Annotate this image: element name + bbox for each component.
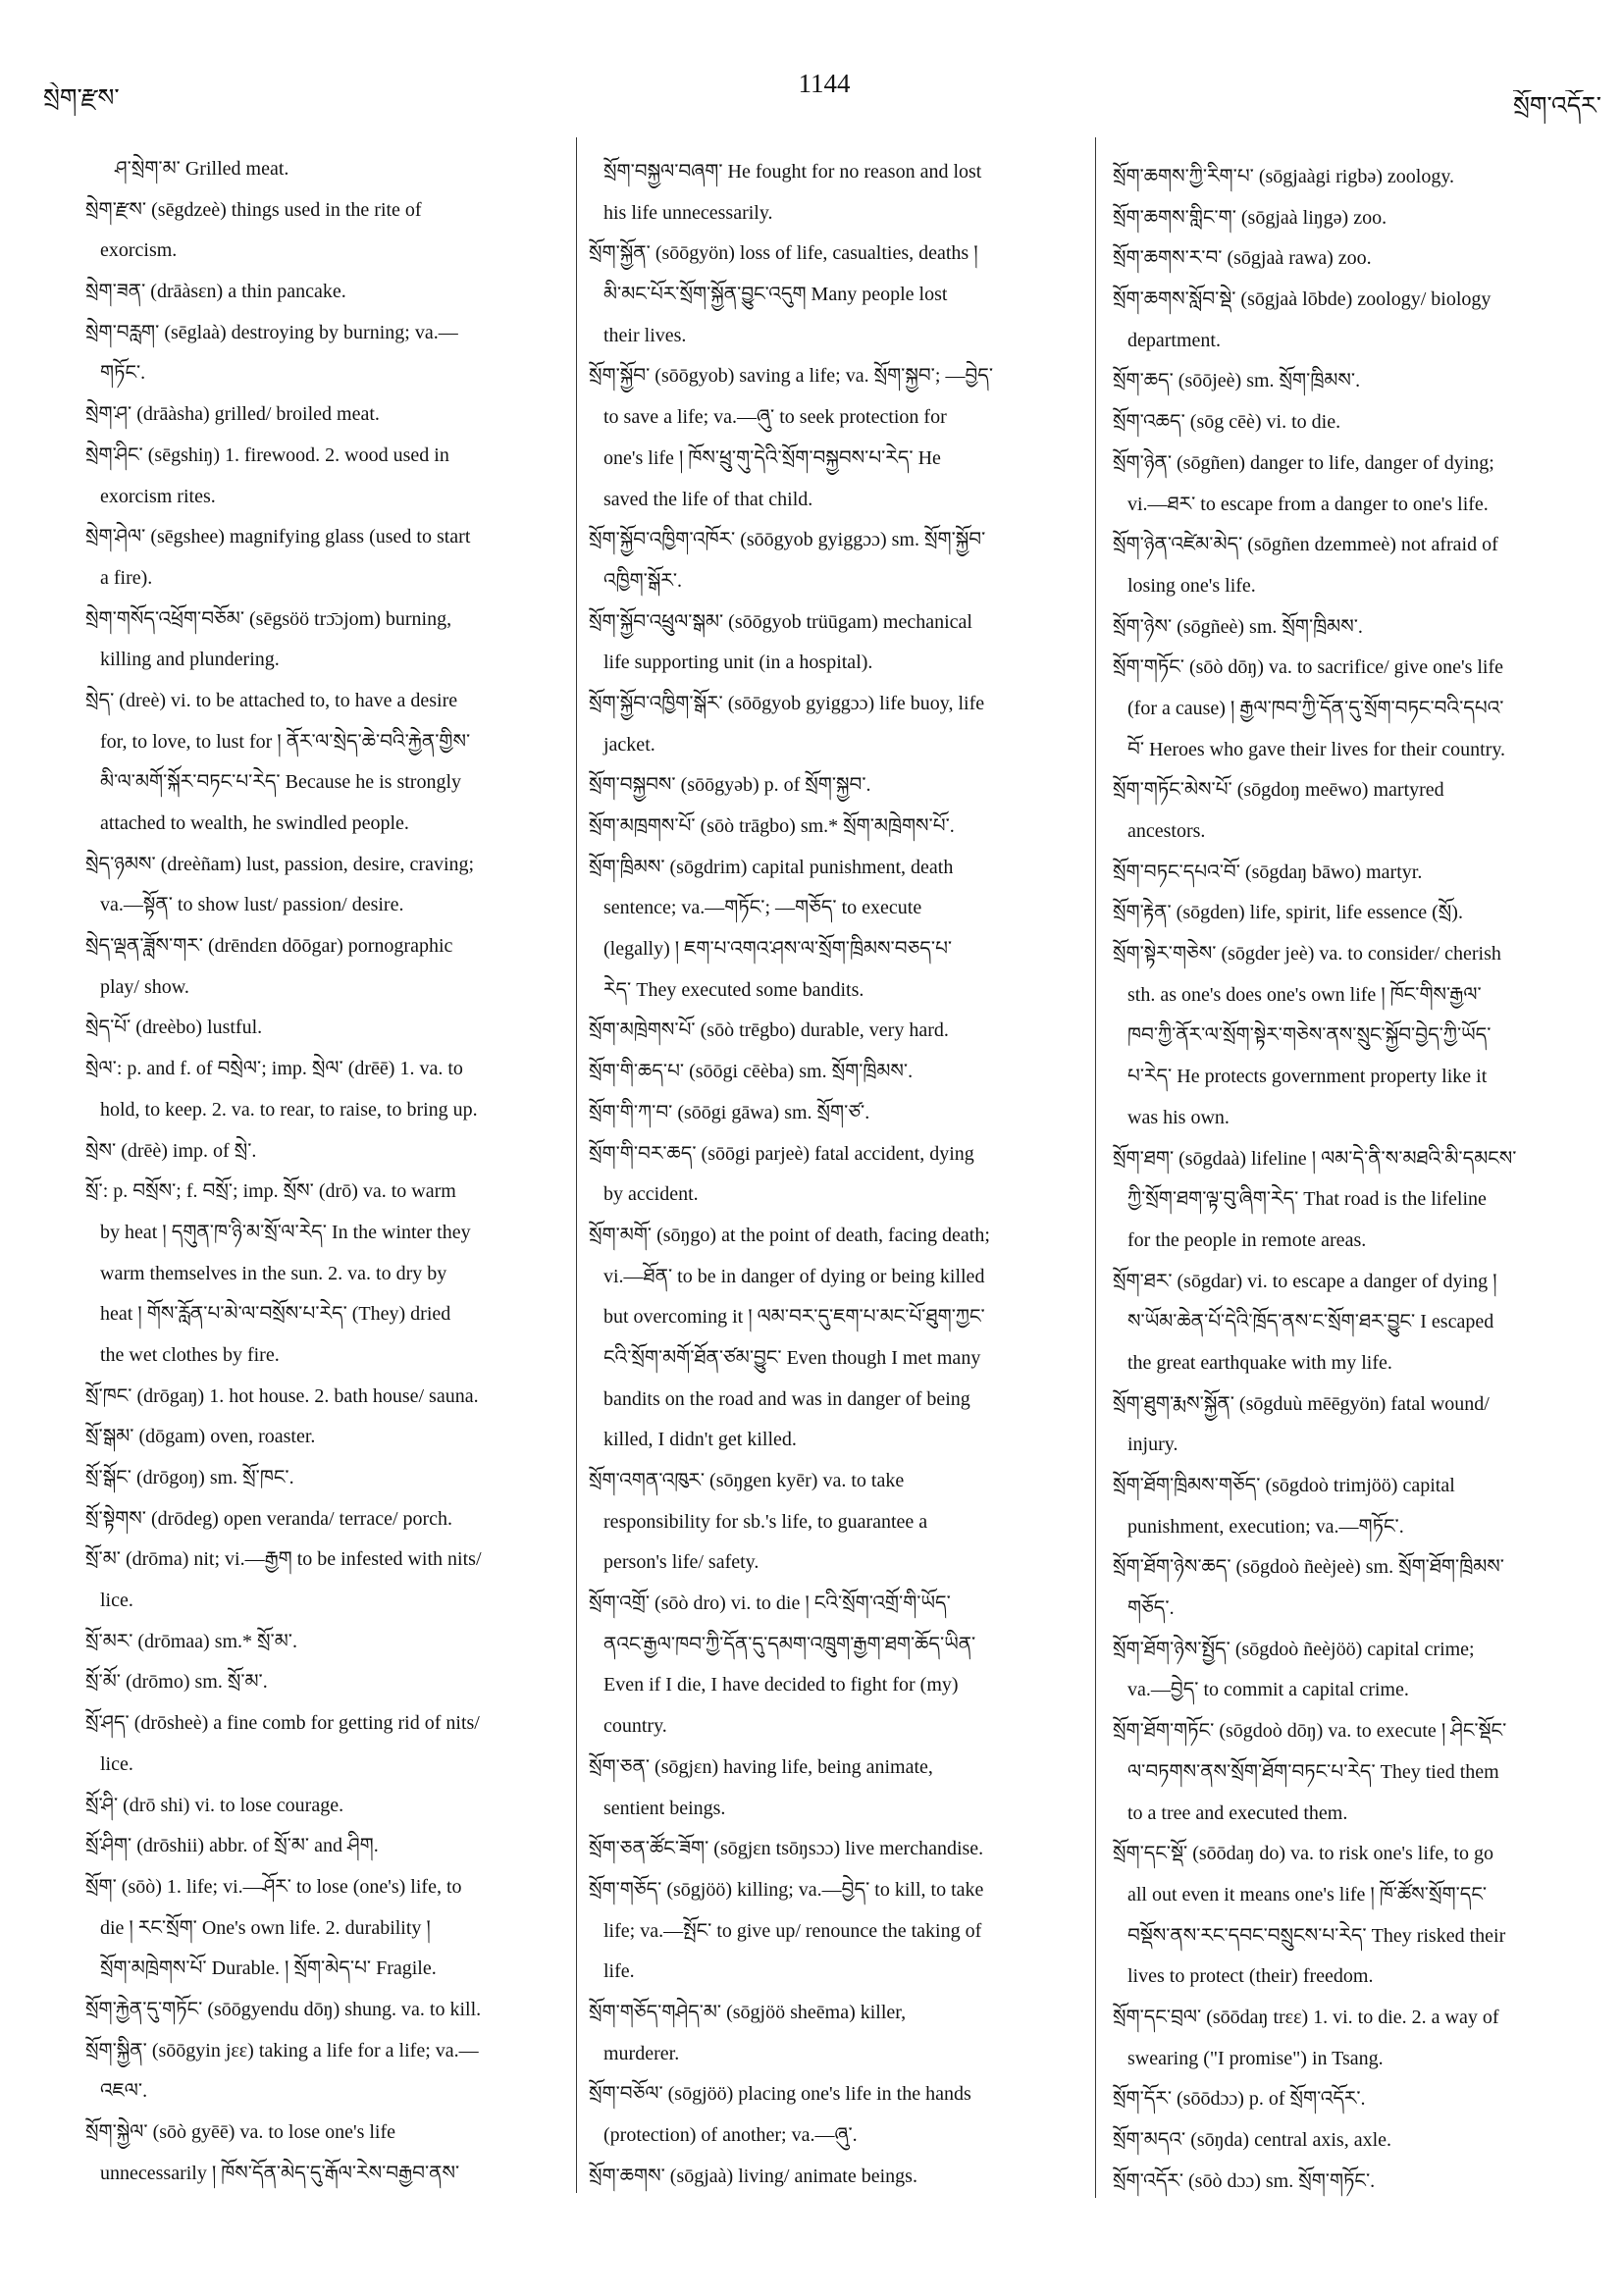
entry-continuation-line: ས་ཡོམ་ཆེན་པོ་དེའི་ཁྲོད་ནས་ང་སྲོག་ཐར་བྱུང་ I escaped [1127, 1311, 1494, 1333]
entry-continuation-line: lice. [100, 1590, 133, 1612]
entry-continuation-line: ཀྱི་སྲོག་ཐག་ལྟ་བུ་ཞིག་རེད་ That road is the lifeline [1127, 1188, 1487, 1211]
entry-headword-line: སྲེག་བརླག་ (sēglaà) destroying by burning; va.— [85, 321, 458, 343]
entry-headword-line: སྲོ་མ་ (drōma) nit; vi.—རྒྱག to be infested with nits/ [85, 1548, 482, 1571]
entry-headword-line: སྲོག་ཆགས་གླིང་ག་ (sōgjaà liŋgə) zoo. [1113, 206, 1387, 229]
entry-continuation-line: འཇལ་. [100, 2080, 148, 2103]
entry-headword-line: སྲེད་པོ་ (dreèbo) lustful. [85, 1017, 263, 1039]
entry-continuation-line: vi.—ཐར་ to escape from a danger to one's life. [1127, 493, 1489, 515]
entry-continuation-line: སྲོག་མཁྲེགས་པོ་ Durable. ། སྲོག་མེད་པ་ Fragile. [100, 1957, 437, 1980]
entry-continuation-line: མི་མང་པོར་སྲོག་སྐྱོན་བྱུང་འདུག Many people lost [603, 284, 948, 306]
entry-continuation-line: killed, I didn't get killed. [603, 1429, 797, 1451]
entry-headword-line: སྲེད་ཉམས་ (dreèñam) lust, passion, desire, craving; [85, 853, 475, 875]
entry-headword-line: སྲོག་སྐྱིན་ (sōōgyin jɛɛ) taking a life for a life; va.— [85, 2039, 479, 2061]
entry-continuation-line: unnecessarily ། ཁོས་དོན་མེད་དུ་རྒོལ་རེས་བརྒྱབ་ནས་ [100, 2162, 460, 2184]
entry-headword-line: སྲོག་ཐོག་ཉེས་སྤྱོད་ (sōgdoò ñeèjöö) capital crime; [1113, 1638, 1475, 1660]
entry-continuation-line: བོ་ Heroes who gave their lives for their country. [1127, 738, 1506, 760]
entry-headword-line: སྲོག་གཅོད་གཤེད་མ་ (sōgjöö sheēma) killer, [589, 2001, 907, 2023]
entry-headword-line: སྲོག་རྐྱེན་དུ་གཏོང་ (sōōgyendu dōŋ) shung. va. to kill. [85, 1998, 482, 2020]
entry-headword-line: སྲོག་ཁྲིམས་ (sōgdrim) capital punishment, death [589, 856, 954, 878]
entry-continuation-line: life; va.—སྤོང་ to give up/ renounce the taking of [603, 1919, 982, 1942]
entry-headword-line: སྲོག་མཁྲེགས་པོ་ (sōò trēgbo) durable, very hard. [589, 1019, 949, 1042]
entry-headword-line: སྲོག་འཆད་ (sōg cēè) vi. to die. [1113, 411, 1341, 434]
entry-headword-line: སྲོག་ཆགས་ཀྱི་རིག་པ་ (sōgjaàgi rigbə) zoology. [1113, 166, 1455, 187]
entry-continuation-line: sentient beings. [603, 1797, 726, 1819]
entry-continuation-line: life supporting unit (in a hospital). [603, 652, 873, 674]
entry-headword-line: སྲོག་གཅོད་ (sōgjöö) killing; va.—བྱེད་ to kill, to take [589, 1878, 984, 1901]
entry-headword-line: སྲོག་ཅན་ཚོང་ཟོག་ (sōgjɛn tsōŋsɔɔ) live merchandise. [589, 1838, 984, 1860]
entry-continuation-line: to save a life; va.—ཞུ་ to seek protection for [603, 406, 947, 429]
entry-headword-line: སྲོག་འགན་འཁུར་ (sōŋgen kyēr) va. to take [589, 1470, 905, 1491]
entry-headword-line: སྲོག་དོར་ (sōōdɔɔ) p. of སྲོག་འདོར་. [1113, 2088, 1366, 2111]
entry-continuation-line: warm themselves in the sun. 2. va. to dry by [100, 1262, 447, 1284]
entry-continuation-line: ནའང་རྒྱལ་ཁབ་ཀྱི་དོན་དུ་དམག་འཁྲུག་རྒྱག་ཐག་ཆོད་ཡིན་ [603, 1633, 976, 1655]
entry-continuation-line: ལ་བཏགས་ནས་སྲོག་ཐོག་བཏང་པ་རེད་ They tied them [1127, 1760, 1499, 1783]
entry-headword-line: སྲོ་སྟེགས་ (drōdeg) open veranda/ terrace/ porch. [85, 1507, 453, 1530]
entry-headword-line: སྲོག་ཐག་ (sōgdaà) lifeline ། ལམ་དེ་ནི་ས་མཐའི་མི་དམངས་ [1113, 1147, 1517, 1170]
entry-continuation-line: country. [603, 1715, 667, 1738]
entry-headword-line: སྲེད་ (dreè) vi. to be attached to, to have a desire [85, 689, 458, 711]
column-middle [589, 152, 1084, 2213]
column-right [1113, 157, 1603, 2218]
entry-continuation-line: གཅོད་. [1127, 1597, 1175, 1620]
running-head-left: སྲེག་རྫས་ [43, 85, 120, 112]
entry-headword-line: སྲོ་ཤི་ (drō shi) vi. to lose courage. [85, 1794, 344, 1816]
entry-headword-line: སྲོག་དང་བྲལ་ (sōōdaŋ trɛɛ) 1. vi. to die. 2. a way of [1113, 2006, 1499, 2028]
entry-headword-line: སྲོ་: p. བསྲོས་; f. བསྲོ་; imp. སྲོས་ (drō) va. to warm [85, 1180, 456, 1203]
entry-continuation-line: ancestors. [1127, 820, 1206, 842]
entry-headword-line: སྲོག་ཆད་ (sōōjeè) sm. སྲོག་ཁྲིམས་. [1113, 370, 1361, 392]
entry-continuation-line: sentence; va.—གཏོང་; —གཅོད་ to execute [603, 897, 922, 919]
entry-continuation-line: (for a cause) ། རྒྱལ་ཁབ་ཀྱི་དོན་དུ་སྲོག་བཏང་བའི་དཔའ་ [1127, 697, 1504, 719]
entry-headword-line: སྲོག་མགོ་ (sōŋgo) at the point of death, facing death; [589, 1224, 990, 1246]
entry-continuation-line: his life unnecessarily. [603, 201, 773, 224]
entry-headword-line: སྲེག་གསོད་འཕྲོག་བཅོམ་ (sēgsöö trɔ̄ɔjom) burning, [85, 607, 452, 630]
entry-headword-line: སྲེད་ལྡན་ཟློས་གར་ (drēndɛn dōōgar) pornographic [85, 935, 453, 958]
entry-headword-line: སྲོག་སྐྱོབ་འཁྱིག་སྒོར་ (sōōgyob gyiggɔɔ) life buoy, life [589, 692, 985, 714]
entry-continuation-line: va.—སྟོན་ to show lust/ passion/ desire. [100, 894, 404, 916]
entry-continuation-line: the great earthquake with my life. [1127, 1351, 1392, 1374]
entry-headword-line: སྲོག་ཐོག་ཁྲིམས་གཅོད་ (sōgdoò trimjöö) capital [1113, 1475, 1455, 1496]
entry-continuation-line: all out even it means one's life ། ཁོ་ཚོས་སྲོག་དང་ [1127, 1883, 1488, 1905]
entry-continuation-line: ངའི་སྲོག་མགོ་ཐོན་ཙམ་བྱུང་ Even though I met many [603, 1346, 981, 1369]
entry-continuation-line: bandits on the road and was in danger of being [603, 1387, 970, 1410]
entry-headword-line: སྲོག་གཏོང་ (sōò dōŋ) va. to sacrifice/ give one's life [1113, 656, 1504, 679]
entry-continuation-line: exorcism. [100, 239, 178, 262]
entry-headword-line: སྲོག་གཏོང་མེས་པོ་ (sōgdoŋ meēwo) martyred [1113, 779, 1444, 802]
entry-continuation-line: losing one's life. [1127, 574, 1256, 597]
entry-headword-line: སྲོག་བསྐྱབས་ (sōōgyəb) p. of སྲོག་སྐྱབ་. [589, 774, 871, 797]
entry-headword-line: སྲོག་ཆགས་ར་བ་ (sōgjaà rawa) zoo. [1113, 247, 1372, 270]
entry-headword-line: སྲོག་སྐྱོན་ (sōōgyön) loss of life, casualties, deaths ། [589, 242, 978, 265]
entry-continuation-line: for, to love, to lust for ། ནོར་ལ་སྲེད་ཆེ་བའི་རྐྱེན་གྱིས་ [100, 730, 471, 753]
entry-headword-line: སྲོག་ཉེན་ (sōgñen) danger to life, danger of dying; [1113, 451, 1494, 474]
entry-continuation-line: murderer. [603, 2042, 680, 2064]
entry-headword-line: སྲོ་སྒམ་ (dōgam) oven, roaster. [85, 1426, 316, 1448]
entry-continuation-line: killing and plundering. [100, 649, 280, 671]
entry-continuation-line: one's life ། ཁོས་ཕྲུ་གུ་དེའི་སྲོག་བསྐྱབས་པ་རེད་ He [603, 446, 941, 469]
running-head-right: སྲོག་འདོར་ [1512, 93, 1601, 120]
entry-headword-line: སྲོག་མདའ་ (sōŋda) central axis, axle. [1113, 2129, 1392, 2151]
entry-headword-line: སྲོག་ (sōò) 1. life; vi.—ཤོར་ to lose (one's) life, to [85, 1875, 462, 1898]
entry-continuation-line: injury. [1127, 1434, 1178, 1456]
entry-continuation-line: life. [603, 1960, 635, 1983]
entry-continuation-line: swearing ("I promise") in Tsang. [1127, 2047, 1384, 2069]
entry-headword-line: སྲོག་ཉེས་ (sōgñeè) sm. སྲོག་ཁྲིམས་. [1113, 615, 1363, 638]
entry-headword-line: སྲོག་འགྲོ་ (sōò dro) vi. to die ། ངའི་སྲོག་འགྲོ་གི་ཡོད་ [589, 1592, 951, 1615]
entry-continuation-line: འཁྱིག་སྒོར་. [603, 569, 683, 592]
entry-continuation-line: person's life/ safety. [603, 1551, 759, 1574]
column-left [85, 149, 571, 2210]
entry-continuation-line: lice. [100, 1752, 133, 1775]
column-divider-left [576, 137, 577, 2193]
entry-continuation-line: for the people in remote areas. [1127, 1228, 1367, 1251]
entry-headword-line: སྲོག་སྐྱེལ་ (sōò gyēē) va. to lose one's life [85, 2121, 396, 2143]
entry-headword-line: སྲོག་ཉེན་འཛེམ་མེད་ (sōgñen dzemmeè) not afraid of [1113, 534, 1498, 556]
entry-headword-line: སྲོག་ཅན་ (sōgjɛn) having life, being animate, [589, 1755, 933, 1778]
entry-continuation-line: ཤ་སྲེག་མ་ Grilled meat. [115, 158, 289, 180]
entry-headword-line: སྲོག་མཁྲགས་པོ་ (sōò trāgbo) sm.* སྲོག་མཁྲེགས་པོ་. [589, 815, 955, 837]
entry-headword-line: སྲོག་ཆགས་སློབ་སྡེ་ (sōgjaà lōbde) zoology/ biology [1113, 288, 1492, 311]
entry-continuation-line: die ། རང་སྲོག་ One's own life. 2. durability ། [100, 1916, 431, 1939]
entry-headword-line: སྲེག་ཤིང་ (sēgshiŋ) 1. firewood. 2. wood used in [85, 444, 449, 466]
entry-headword-line: སྲོག་གི་བར་ཆད་ (sōōgi parjeè) fatal accident, dying [589, 1142, 974, 1165]
entry-continuation-line: hold, to keep. 2. va. to rear, to raise, to bring up. [100, 1098, 478, 1121]
entry-continuation-line: attached to wealth, he swindled people. [100, 812, 409, 834]
entry-continuation-line: heat ། གོས་རློན་པ་མེ་ལ་བསྲོས་པ་རེད་ (They) dried [100, 1303, 451, 1326]
entry-continuation-line: va.—བྱེད་ to commit a capital crime. [1127, 1679, 1409, 1701]
entry-continuation-line: punishment, execution; va.—གཏོང་. [1127, 1515, 1404, 1538]
entry-headword-line: སྲོ་མར་ (drōmaa) sm.* སྲོ་མ་. [85, 1630, 297, 1652]
entry-headword-line: སྲེག་ཤེལ་ (sēgshee) magnifying glass (used to start [85, 526, 471, 548]
column-divider-right [1095, 137, 1096, 2198]
entry-headword-line: སྲོ་མོ་ (drōmo) sm. སྲོ་མ་. [85, 1671, 268, 1694]
entry-continuation-line: a fire). [100, 566, 153, 589]
entry-headword-line: སྲོག་བཏང་དཔའ་བོ་ (sōgdaŋ bāwo) martyr. [1113, 861, 1423, 883]
page-number: 1144 [798, 69, 851, 98]
entry-continuation-line: by heat ། དགུན་ཁ་ཉི་མ་སྲོ་ལ་རེད་ In the winter they [100, 1221, 471, 1243]
entry-headword-line: སྲེག་ཟན་ (drāàsɛn) a thin pancake. [85, 281, 346, 303]
entry-headword-line: སྲེག་ཤ་ (drāàsha) grilled/ broiled meat. [85, 403, 380, 426]
entry-continuation-line: but overcoming it ། ལམ་བར་དུ་ཇག་པ་མང་པོ་ཐུག་ཀྱང་ [603, 1306, 985, 1329]
entry-continuation-line: vi.—ཐོན་ to be in danger of dying or being killed [603, 1265, 985, 1287]
entry-continuation-line: exorcism rites. [100, 485, 216, 507]
entry-headword-line: སྲེག་རྫས་ (sēgdzeè) things used in the rite of [85, 198, 422, 221]
entry-continuation-line: ཁབ་ཀྱི་ནོར་ལ་སྲོག་སྟེར་གཅེས་ནས་སྲུང་སྐྱོབ་བྱེད་ཀྱི་ཡོད་ [1127, 1024, 1492, 1047]
entry-headword-line: སྲོ་ཤད་ (drōsheè) a fine comb for getting rid of nits/ [85, 1712, 480, 1735]
entry-headword-line: སྲོག་བཅོལ་ (sōgjöö) placing one's life in the hands [589, 2083, 971, 2106]
entry-headword-line: སྲོག་སྐྱོབ་ (sōōgyob) saving a life; va. སྲོག་སྐྱབ་; —བྱེད་ [589, 365, 994, 388]
entry-headword-line: སྲོ་ཤིག་ (drōshii) abbr. of སྲོ་མ་ and ཤིག. [85, 1835, 379, 1857]
entry-continuation-line: lives to protect (their) freedom. [1127, 1965, 1374, 1988]
entry-continuation-line: བསྡོས་ནས་རང་དབང་བསྲུངས་པ་རེད་ They risked their [1127, 1924, 1506, 1947]
entry-headword-line: སྲོ་ཁང་ (drōgaŋ) 1. hot house. 2. bath house/ sauna. [85, 1384, 479, 1407]
entry-headword-line: སྲེལ་: p. and f. of བསྲེལ་; imp. སྲེལ་ (drēē) 1. va. to [85, 1058, 463, 1080]
entry-continuation-line: རེད་ They executed some bandits. [603, 978, 864, 1001]
entry-continuation-line: སྲོག་བསྐྱལ་བཞག་ He fought for no reason and lost [603, 161, 982, 183]
entry-continuation-line: Even if I die, I have decided to fight for (my) [603, 1674, 959, 1696]
entry-headword-line: སྲོག་འདོར་ (sōò dɔɔ) sm. སྲོག་གཏོང་. [1113, 2169, 1376, 2192]
entry-headword-line: སྲོག་ཐུག་རྨས་སྐྱོན་ (sōgduù mēēgyön) fatal wound/ [1113, 1392, 1490, 1415]
entry-continuation-line: to a tree and executed them. [1127, 1801, 1348, 1824]
entry-headword-line: སྲོ་སྒོང་ (drōgoŋ) sm. སྲོ་ཁང་. [85, 1467, 294, 1488]
entry-continuation-line: (legally) ། ཇག་པ་འགའ་ཤས་ལ་སྲོག་ཁྲིམས་བཅད་པ་ [603, 938, 953, 961]
entry-continuation-line: was his own. [1127, 1106, 1230, 1128]
entry-continuation-line: (protection) of another; va.—ཞུ་. [603, 2124, 858, 2146]
entry-headword-line: སྲོག་ཐར་ (sōgdar) vi. to escape a danger of dying ། [1113, 1270, 1497, 1292]
entry-continuation-line: པ་རེད་ He protects government property like it [1127, 1066, 1488, 1088]
entry-headword-line: སྲེས་ (drēè) imp. of སྲེ་. [85, 1139, 257, 1162]
entry-continuation-line: by accident. [603, 1183, 699, 1206]
entry-continuation-line: sth. as one's does one's own life ། ཁོང་གིས་རྒྱལ་ [1127, 983, 1482, 1006]
entry-continuation-line: responsibility for sb.'s life, to guarantee a [603, 1510, 928, 1533]
entry-continuation-line: saved the life of that child. [603, 488, 813, 510]
entry-continuation-line: the wet clothes by fire. [100, 1343, 280, 1366]
entry-headword-line: སྲོག་སྐྱོབ་འཕྲུལ་སྒམ་ (sōōgyob trüūgam) mechanical [589, 610, 972, 633]
entry-headword-line: སྲོག་སྐྱོབ་འཁྱིག་འཁོར་ (sōōgyob gyiggɔɔ) sm. སྲོག་སྐྱོབ་ [589, 529, 986, 551]
entry-headword-line: སྲོག་རྟེན་ (sōgden) life, spirit, life essence (སྲོ). [1113, 902, 1463, 924]
entry-continuation-line: གཏོང་. [100, 362, 146, 385]
entry-headword-line: སྲོག་དང་སྡོ་ (sōōdaŋ do) va. to risk one's life, to go [1113, 1843, 1493, 1865]
entry-headword-line: སྲོག་ཆགས་ (sōgjaà) living/ animate beings. [589, 2165, 917, 2187]
entry-continuation-line: play/ show. [100, 975, 189, 998]
entry-continuation-line: མི་ལ་མགོ་སྐོར་བཏང་པ་རེད་ Because he is strongly [100, 771, 462, 794]
entry-continuation-line: jacket. [603, 733, 655, 756]
entry-continuation-line: their lives. [603, 324, 687, 346]
entry-headword-line: སྲོག་ཐོག་གཏོང་ (sōgdoò dōŋ) va. to execute ། ཤིང་སྡོང་ [1113, 1720, 1507, 1743]
entry-headword-line: སྲོག་གི་ཀ་བ་ (sōōgi gāwa) sm. སྲོག་ཙ་. [589, 1101, 870, 1123]
entry-headword-line: སྲོག་གི་ཆད་པ་ (sōōgi cēèba) sm. སྲོག་ཁྲིམས་. [589, 1061, 914, 1083]
entry-continuation-line: department. [1127, 329, 1221, 351]
entry-headword-line: སྲོག་ཐོག་ཉེས་ཆད་ (sōgdoò ñeèjeè) sm. སྲོག་ཐོག་ཁྲིམས་ [1113, 1556, 1504, 1579]
entry-headword-line: སྲོག་སྟེར་གཅེས་ (sōgder jeè) va. to consider/ cherish [1113, 943, 1501, 965]
